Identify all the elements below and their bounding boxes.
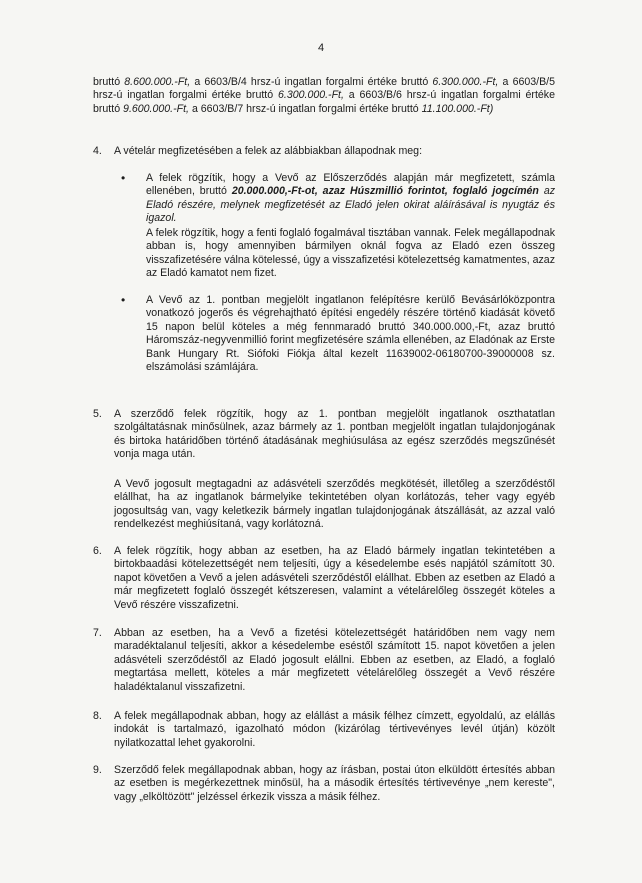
section-5-paragraph-2: A Vevő jogosult megtagadni az adásvételi szerződés megkötését, illetőleg a szerződéstől elállhat, ha az ingatlanok bármelyike tekintetében olyan korlátozás, teher vagy egyéb jogosultság van, vagy keletkezik bármely ingatlan tulajdonjogának átszállását, az azzal való rendelkezést meghiúsítaná, vagy korlátozná.: [114, 478, 555, 531]
section-9-text: Szerződő felek megállapodnak abban, hogy az írásban, postai úton elküldött értesítés abban az esetben is megérkezettnek minősül, ha a második értesítés tértivevénye „nem kereste", vagy „elköltözött" jelzéssel érkezik vissza a másik félhez.: [114, 764, 555, 803]
intro-text-2: a 6603/B/4 hrsz-ú ingatlan forgalmi értéke bruttó: [190, 76, 433, 88]
intro-text-1: bruttó: [93, 76, 125, 88]
intro-value-2: 6.300.000.-Ft,: [432, 76, 499, 88]
section-7-number: 7.: [93, 627, 102, 639]
intro-text-4: a 6603/B/6 hrsz-ú ingatlan forgalmi értéke bruttó: [93, 89, 555, 115]
bullet-1-bold: 20.000.000,-Ft-ot, azaz Húszmillió forintot, foglaló jogcímén: [231, 185, 539, 198]
section-7: [93, 627, 555, 694]
bullet-1: [121, 172, 555, 226]
section-6-number: 6.: [93, 545, 102, 557]
bullet-dot: •: [121, 293, 126, 307]
intro-value-5: 11.100.000.-Ft): [421, 102, 494, 115]
bullet-1-continuation: A felek rögzítik, hogy a fenti foglaló fogalmával tisztában vannak. Felek megállapodnak abban is, hogy amennyiben bármilyen oknál fogva az Eladó ezen összeg visszafizetésére válna kötelessé, úgy a visszafizetési kötelezettség kamatmentes, azaz az Eladó kamatot nem fizet.: [146, 227, 555, 280]
section-9-number: 9.: [93, 764, 102, 776]
bullet-2: [121, 294, 555, 374]
intro-value-4: 9.600.000.-Ft,: [123, 102, 190, 115]
bullet-dot: •: [121, 171, 126, 185]
section-8: [93, 710, 555, 750]
intro-text-3: a 6603/B/5 hrsz-ú ingatlan forgalmi értéke bruttó: [93, 76, 555, 102]
intro-value-3: 6.300.000.-Ft,: [277, 89, 344, 102]
section-6: [93, 545, 555, 612]
section-5-text: A szerződő felek rögzítik, hogy az 1. pontban megjelölt ingatlanok oszthatatlan szolgáltatásnak minősülnek, azaz bármely az 1. pontban megjelölt ingatlan tulajdonjogának és birtoka határidőben történő átadásának meghiúsulása az egész szerződés megszűnését vonja maga után.: [114, 408, 555, 461]
section-4: [93, 145, 555, 158]
section-9: [93, 764, 555, 804]
section-7-text: Abban az esetben, ha a Vevő a fizetési kötelezettségét határidőben nem vagy nem maradéktalanul teljesíti, akkor a késedelembe eséstől számított 15. napot követően a jelen adásvételi szerződéstől az Eladó jogosult elállni. Ebben az esetben, az Eladó, a foglaló megtartása mellett, köteles a már megfizetett vételárelőleg összegét a Vevő részére haladéktalanul visszafizetni.: [114, 627, 555, 693]
intro-value-1: 8.600.000.-Ft,: [124, 76, 191, 88]
section-5-number: 5.: [93, 408, 102, 420]
bullet-1-text: [146, 172, 555, 226]
bullet-1-italic: az Eladó részére, melynek megfizetését az Eladó jelen okirat aláírásával is nyugtáz és igazol.: [146, 185, 556, 225]
bullet-2-text: A Vevő az 1. pontban megjelölt ingatlanon felépítésre kerülő Bevásárlóközpontra vonatkozó jogerős és végrehajtható építési engedély részére történő kiadását követő 15 napon belül köteles a még fennmaradó bruttó 340.000.000,-Ft, azaz bruttó Háromszáz-negyvenmillió forint megfizetésére számla ellenében, az Eladónak az Erste Bank Hungary Rt. Siófoki Fiókja által kezelt 11639002-06180700-39000008 sz. elszámolási számlájára.: [146, 294, 555, 374]
section-8-text: A felek megállapodnak abban, hogy az elállást a másik félhez címzett, egyoldalú, az elállás indokát is tartalmazó, igazolható módon (kizárólag tértivevényes levél útján) közölt nyilatkozattal lehet gyakorolni.: [114, 710, 555, 749]
intro-text-5: a 6603/B/7 hrsz-ú ingatlan forgalmi értéke bruttó: [189, 102, 422, 115]
intro-paragraph: [93, 76, 555, 116]
section-5: [93, 408, 555, 462]
section-4-number: 4.: [93, 145, 102, 157]
section-6-text: A felek rögzítik, hogy abban az esetben, ha az Eladó bármely ingatlan tekintetében a birtokbaadási kötelezettségét nem teljesíti, úgy a késedelembe esés napjától számított 30. napot követően a Vevő a jelen adásvételi szerződéstől elállhat. Ebben az esetben az Eladó a már megfizetett foglaló összegét kétszeresen, valamint a vételárelőleg összegét köteles a Vevő részére visszafizetni.: [114, 545, 555, 611]
page-number: 4: [317, 42, 325, 54]
section-8-number: 8.: [93, 710, 102, 722]
bullet-1-text-a: A felek rögzítik, hogy a Vevő az Előszerződés alapján már megfizetett, számla ellenében, bruttó: [146, 172, 555, 198]
section-4-text: A vételár megfizetésében a felek az alábbiakban állapodnak meg:: [114, 145, 423, 157]
